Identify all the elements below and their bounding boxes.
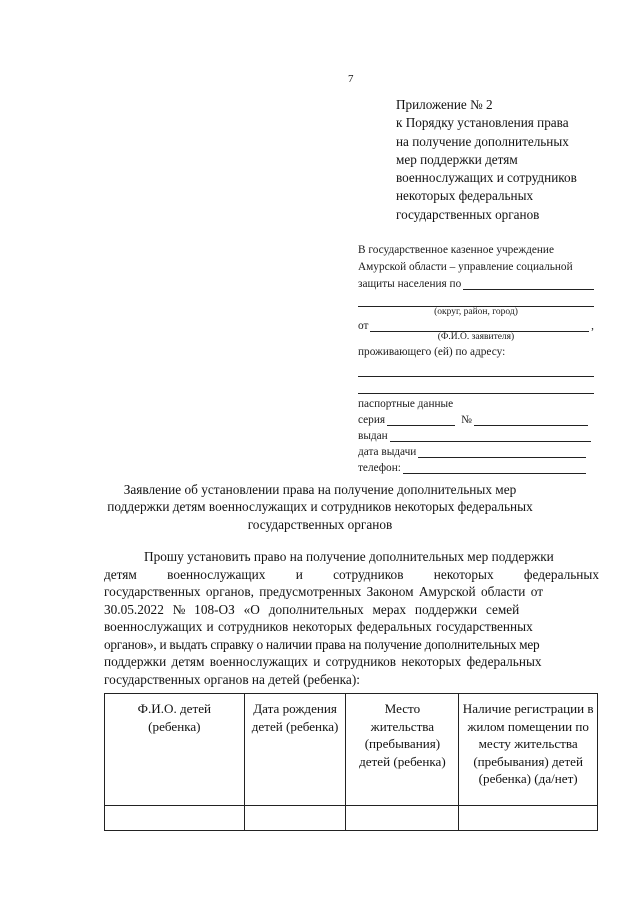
appendix-line: к Порядку установления права: [396, 115, 569, 131]
phone-label: телефон:: [358, 462, 401, 474]
series-field[interactable]: [387, 414, 455, 426]
issued-row: [358, 428, 594, 442]
child-name-cell[interactable]: [105, 806, 245, 831]
district-caption: (округ, район, город): [434, 307, 518, 317]
from-label: от: [358, 320, 369, 332]
address-field-1[interactable]: [358, 364, 594, 377]
appendix-line: военнослужащих и сотрудников: [396, 170, 577, 186]
header-child-name: Ф.И.О. детей (ребенка): [105, 694, 245, 806]
name-caption: (Ф.И.О. заявителя): [437, 332, 515, 342]
title-line: государственных органов: [247, 516, 393, 532]
phone-field[interactable]: [403, 462, 586, 474]
appendix-line: некоторых федеральных: [396, 188, 534, 204]
number-label: №: [461, 414, 472, 426]
issue-date-label: дата выдачи: [358, 446, 417, 458]
appendix-header: [396, 96, 577, 224]
body-line: государственных органов, предусмотренных Законом Амурской области от: [104, 584, 543, 599]
body-line: поддержки детям военнослужащих и сотрудников некоторых федеральных: [104, 654, 542, 669]
children-table: [104, 693, 598, 831]
title-line: поддержки детям военнослужащих и сотрудников некоторых федеральных: [107, 499, 533, 515]
table-row: [105, 806, 598, 831]
appendix-line: Приложение № 2: [396, 97, 493, 112]
birth-date-cell[interactable]: [244, 806, 346, 831]
district-field-2[interactable]: [358, 294, 594, 307]
from-row: [358, 318, 594, 332]
registration-cell[interactable]: [459, 806, 598, 831]
application-title: [100, 481, 540, 533]
header-residence: Место жительства (пребывания) детей (ребенка): [346, 694, 459, 806]
residence-cell[interactable]: [346, 806, 459, 831]
addressee-line-1: В государственное казенное учреждение: [358, 244, 554, 256]
appendix-line: мер поддержки детям: [396, 151, 518, 167]
issue-date-field[interactable]: [418, 446, 586, 458]
district-field[interactable]: [463, 278, 594, 290]
issued-by-field[interactable]: [390, 430, 591, 442]
header-registration: Наличие регистрации в жилом помещении по месту жительства (пребывания) детей (ребенка) (да/нет): [459, 694, 598, 806]
body-line: детям военнослужащих и сотрудников некоторых федеральных: [104, 566, 599, 582]
body-line: органов», и выдать справку о наличии права на получение дополнительных мер: [104, 636, 540, 652]
district-row: [358, 276, 594, 290]
title-line: Заявление об установлении права на получение дополнительных мер: [123, 482, 517, 497]
from-comma: ,: [591, 320, 594, 332]
district-label: защиты населения по: [358, 278, 462, 290]
phone-row: [358, 460, 594, 474]
issue-date-row: [358, 444, 594, 458]
addressee-line-2: Амурской области – управление социальной: [358, 261, 573, 273]
passport-label: паспортные данные: [358, 398, 454, 410]
applicant-name-field[interactable]: [370, 320, 589, 332]
residing-label: проживающего (ей) по адресу:: [358, 346, 506, 358]
body-line: государственных органов на детей (ребенка):: [104, 671, 360, 687]
address-field-2[interactable]: [358, 381, 594, 394]
body-line: военнослужащих и сотрудников некоторых федеральных государственных: [104, 619, 533, 634]
series-label: серия: [358, 414, 386, 426]
page-number: 7: [348, 73, 354, 85]
application-body: [104, 548, 598, 688]
series-row: [358, 412, 594, 426]
appendix-line: на получение дополнительных: [396, 133, 569, 149]
header-birth-date: Дата рождения детей (ребенка): [244, 694, 346, 806]
passport-number-field[interactable]: [474, 414, 588, 426]
appendix-line: государственных органов: [396, 206, 540, 222]
addressee-block: [358, 242, 594, 474]
body-line: 30.05.2022 № 108-ОЗ «О дополнительных мерах поддержки семей: [104, 601, 520, 617]
body-line: Прошу установить право на получение дополнительных мер поддержки: [144, 549, 554, 564]
issued-label: выдан: [358, 430, 388, 442]
